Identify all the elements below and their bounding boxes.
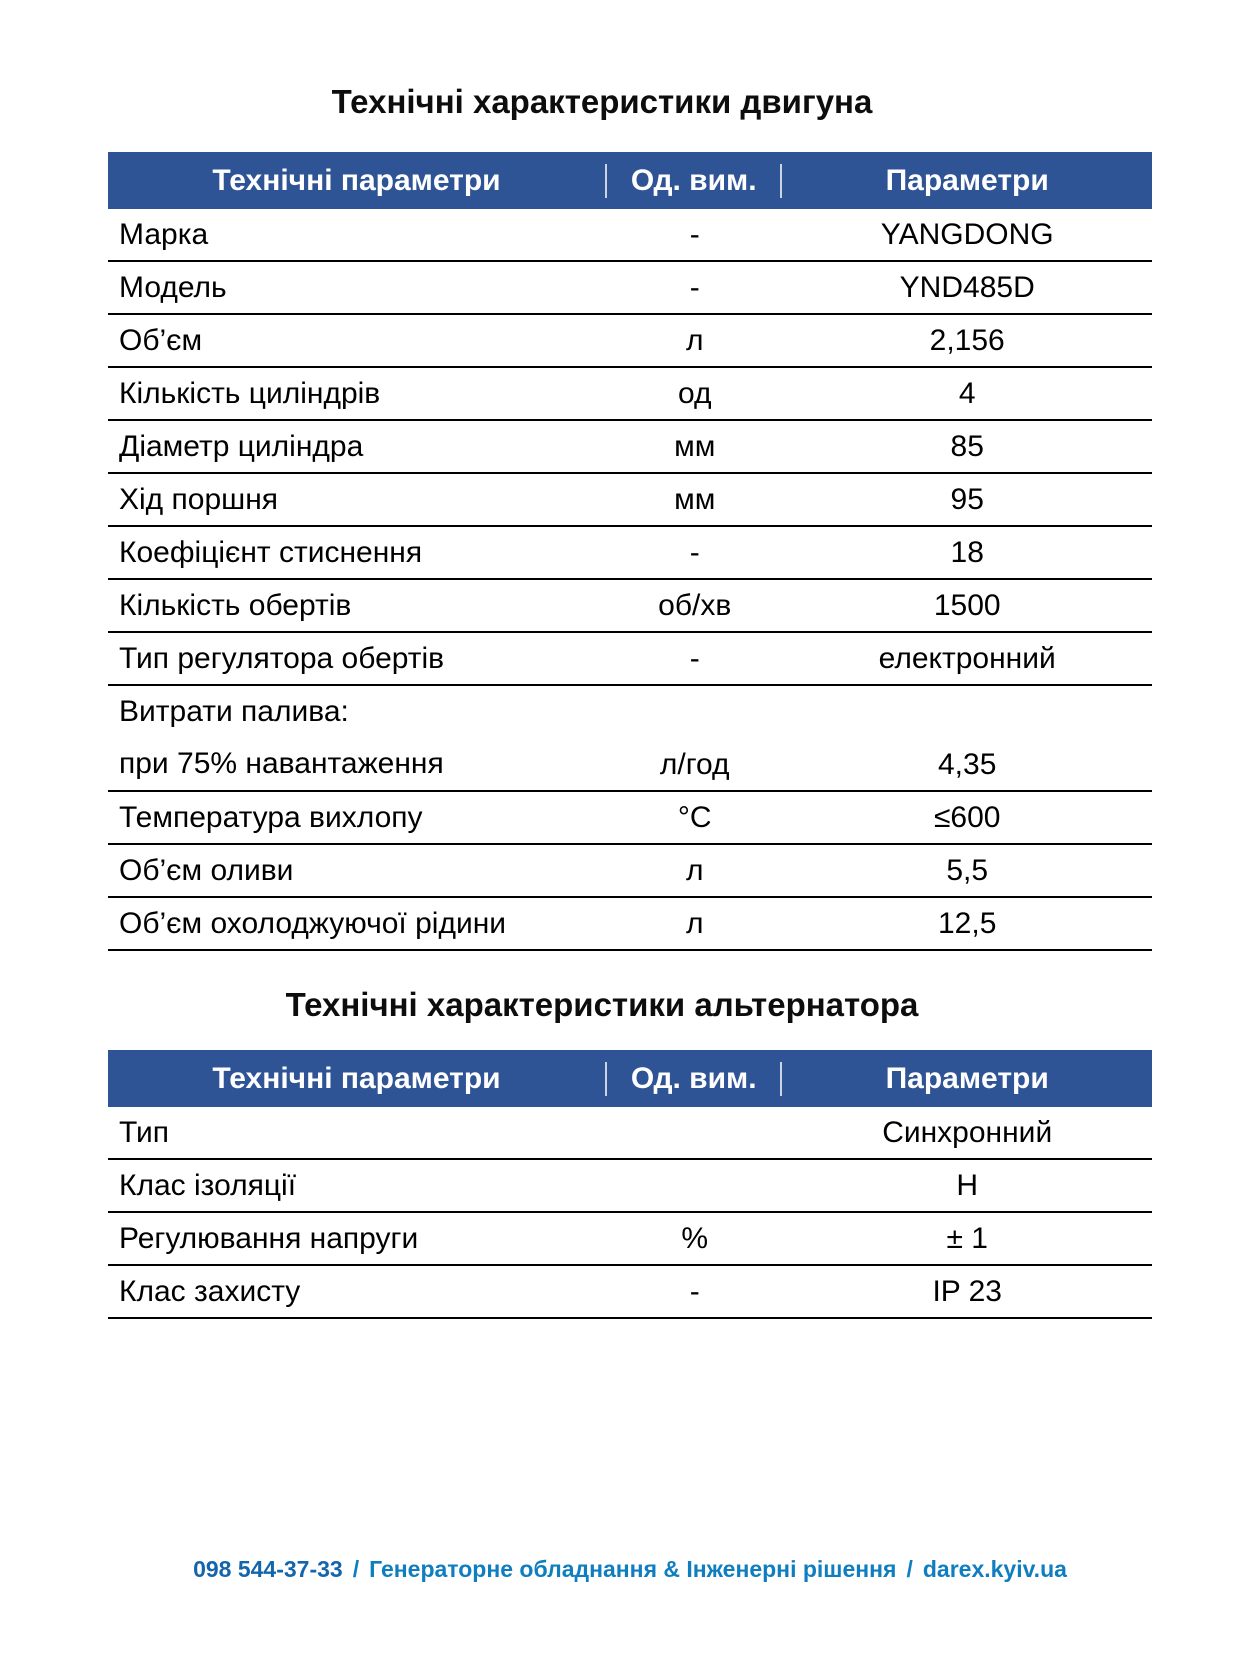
header-cell-values: Параметри: [885, 1061, 1049, 1095]
unit-cell: -: [689, 535, 700, 569]
param-cell: [108, 686, 607, 790]
unit-cell: л: [685, 323, 704, 357]
unit-cell: -: [689, 217, 700, 251]
fuel-consumption-sublabel: при 75% навантаження: [119, 747, 444, 780]
param-cell: Клас ізоляції: [119, 1168, 297, 1202]
value-cell: 4: [958, 376, 976, 410]
footer-separator: /: [352, 1556, 360, 1582]
value-cell: ≤600: [933, 800, 1001, 834]
value-cell: 18: [950, 535, 984, 569]
table-row: [108, 421, 1152, 474]
engine-section-title: Технічні характеристики двигуна: [331, 83, 873, 120]
value-cell: 2,156: [929, 323, 1005, 357]
footer-phone: 098 544-37-33: [193, 1556, 343, 1582]
value-cell: 85: [950, 429, 984, 463]
value-cell: Синхронний: [882, 1115, 1053, 1149]
param-cell: Хід поршня: [119, 482, 279, 516]
table-row: [108, 1266, 1152, 1319]
table-row-fuel-consumption: [108, 686, 1152, 792]
unit-cell: °С: [677, 800, 712, 834]
header-cell-parameters: Технічні параметри: [108, 1062, 607, 1096]
unit-cell: об/хв: [658, 588, 732, 622]
value-cell: 4,35: [938, 748, 997, 781]
page-footer: [0, 1556, 1260, 1583]
table-row: [108, 262, 1152, 315]
fuel-consumption-label: Витрати палива:: [119, 695, 349, 728]
unit-cell: мм: [674, 482, 716, 516]
table-row: [108, 898, 1152, 951]
unit-cell: -: [689, 1274, 700, 1308]
value-cell: 5,5: [946, 853, 989, 887]
value-cell: електронний: [878, 641, 1056, 675]
unit-cell: %: [681, 1221, 709, 1255]
table-row: [108, 1107, 1152, 1160]
engine-table-header-row: [108, 152, 1152, 209]
unit-cell: л: [685, 906, 704, 940]
header-cell-parameters: Технічні параметри: [108, 164, 607, 198]
param-cell: Клас захисту: [119, 1274, 301, 1308]
param-cell: Температура вихлопу: [119, 800, 423, 834]
alternator-table: [108, 1050, 1152, 1319]
table-row: [108, 633, 1152, 686]
value-cell: ± 1: [946, 1221, 988, 1255]
footer-separator: /: [906, 1556, 913, 1582]
param-cell: Марка: [119, 217, 209, 251]
param-cell: Регулювання напруги: [119, 1221, 419, 1255]
alternator-table-header-row: [108, 1050, 1152, 1107]
param-cell: Коефіцієнт стиснення: [119, 535, 423, 569]
footer-site-link[interactable]: darex.kyiv.ua: [922, 1556, 1067, 1582]
unit-cell: л/год: [659, 748, 730, 781]
param-cell: Кількість циліндрів: [119, 376, 381, 410]
unit-cell: од: [677, 376, 712, 410]
param-cell: Об’єм оливи: [119, 853, 294, 887]
value-cell: IP 23: [932, 1274, 1002, 1308]
unit-cell: л: [685, 853, 704, 887]
param-cell: Діаметр циліндра: [119, 429, 364, 463]
unit-cell: мм: [674, 429, 716, 463]
param-cell: Модель: [119, 270, 227, 304]
param-cell: Об’єм охолоджуючої рідини: [119, 906, 507, 940]
table-row: [108, 1213, 1152, 1266]
value-cell: YND485D: [899, 270, 1035, 304]
value-cell: 1500: [933, 588, 1001, 622]
table-row: [108, 368, 1152, 421]
table-row: [108, 1160, 1152, 1213]
table-row: [108, 315, 1152, 368]
param-cell: Тип регулятора обертів: [119, 641, 445, 675]
header-cell-units: Од. вим.: [607, 1062, 782, 1096]
table-row: [108, 209, 1152, 262]
param-cell: Тип: [119, 1115, 170, 1149]
value-cell: YANGDONG: [880, 217, 1054, 251]
table-row: [108, 527, 1152, 580]
value-cell: 95: [950, 482, 984, 516]
engine-table: [108, 152, 1152, 951]
value-cell: Н: [956, 1168, 979, 1202]
table-row: [108, 580, 1152, 633]
table-row: [108, 474, 1152, 527]
alternator-section-title: Технічні характеристики альтернатора: [285, 986, 919, 1023]
header-cell-values: Параметри: [885, 163, 1049, 197]
header-cell-units: Од. вим.: [607, 164, 782, 198]
unit-cell: -: [689, 270, 700, 304]
table-row: [108, 845, 1152, 898]
param-cell: Об’єм: [119, 323, 203, 357]
footer-tagline: Генераторне обладнання & Інженерні рішення: [369, 1556, 897, 1582]
unit-cell: -: [689, 641, 700, 675]
value-cell: 12,5: [938, 906, 997, 940]
table-row: [108, 792, 1152, 845]
param-cell: Кількість обертів: [119, 588, 352, 622]
